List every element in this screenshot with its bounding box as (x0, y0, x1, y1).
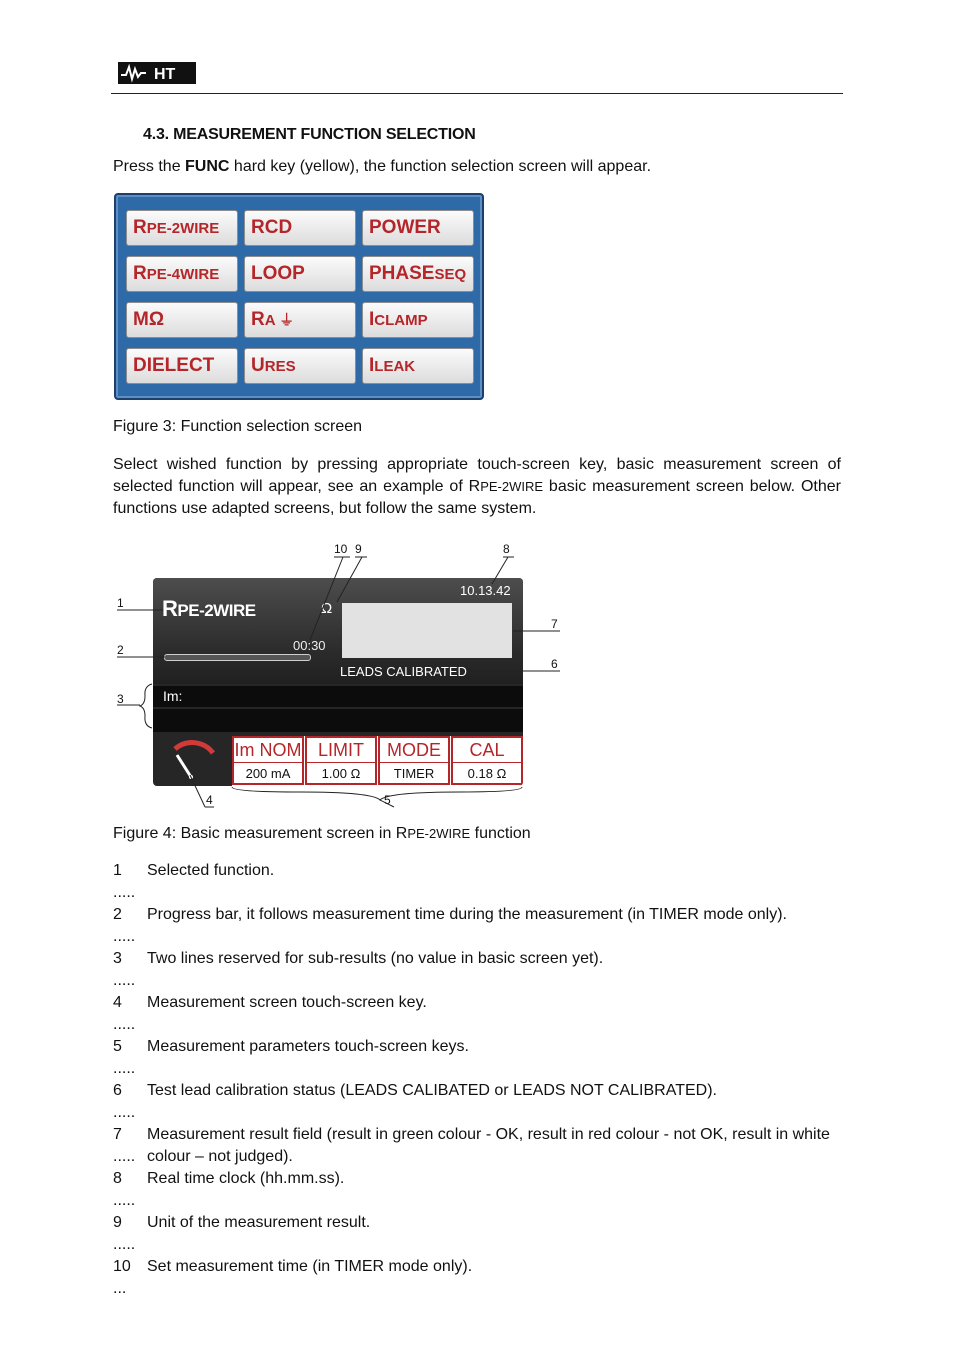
parameter-key[interactable] (305, 736, 377, 785)
legend-list (113, 860, 853, 1300)
legend-item (113, 1036, 853, 1080)
legend-text: Unit of the measurement result. (147, 1214, 371, 1231)
svg-text:HT: HT (154, 66, 176, 83)
figure3-caption: Figure 3: Function selection screen (113, 418, 363, 435)
parameter-key[interactable] (232, 736, 304, 785)
legend-number: 6 ..... (113, 1082, 136, 1121)
header-rule (111, 93, 843, 94)
parameter-value: TIMER (393, 766, 435, 781)
function-key[interactable] (126, 210, 238, 246)
legend-text: Measurement screen touch-screen key. (147, 994, 427, 1011)
body-paragraph (113, 454, 841, 520)
legend-number: 7 ..... (113, 1126, 136, 1165)
paragraph-function-small: PE-2WIRE (480, 479, 544, 494)
sub-result-line-1 (153, 686, 523, 707)
parameter-key[interactable] (378, 736, 450, 785)
function-key-main: I (369, 309, 375, 330)
legend-text: Measurement result field (result in green colour - OK, result in red colour - not OK, result in white colour – not judged). (147, 1126, 830, 1165)
legend-text: Progress bar, it follows measurement time during the measurement (in TIMER mode only). (147, 906, 787, 923)
im-label: Im: (163, 688, 183, 704)
legend-item (113, 860, 853, 904)
legend-item (113, 1212, 853, 1256)
legend-text: Two lines reserved for sub-results (no value in basic screen yet). (147, 950, 604, 967)
function-key[interactable] (126, 256, 238, 292)
legend-text: Selected function. (147, 862, 275, 879)
callout-6: 6 (551, 657, 558, 671)
intro-paragraph (113, 156, 651, 178)
function-key[interactable] (244, 256, 356, 292)
function-key-main: MΩ (133, 309, 165, 330)
function-selection-screen (114, 193, 484, 400)
parameter-title: Im NOM (234, 738, 302, 763)
function-main: R (162, 596, 178, 621)
callout-8: 8 (503, 542, 510, 556)
parameter-value: 0.18 Ω (467, 766, 507, 781)
legend-text: Test lead calibration status (LEADS CALIBATED or LEADS NOT CALIBRATED). (147, 1082, 717, 1099)
function-key[interactable] (362, 302, 474, 338)
paragraph-text-2: basic measurement screen below. Other functions use adapted screens, but follow the same system. (113, 478, 841, 517)
function-key[interactable] (126, 302, 238, 338)
legend-number: 1 ..... (113, 862, 136, 901)
legend-number: 5 ..... (113, 1038, 136, 1077)
function-key[interactable] (126, 348, 238, 384)
function-key-small: SEQ (434, 266, 467, 283)
section-heading: 4.3. MEASUREMENT FUNCTION SELECTION (143, 126, 476, 143)
legend-number: 3 ..... (113, 950, 136, 989)
legend-text: Measurement parameters touch-screen keys. (147, 1038, 469, 1055)
function-key-main: R (133, 217, 147, 238)
function-key[interactable] (244, 302, 356, 338)
result-unit: Ω (321, 600, 333, 617)
parameter-key[interactable] (451, 736, 523, 785)
caption4-text-2: function (470, 825, 531, 842)
measurement-timer: 00:30 (293, 638, 326, 653)
meter-icon (155, 737, 229, 785)
legend-number: 10 ... (113, 1258, 131, 1297)
function-key-main: LOOP (251, 263, 305, 284)
legend-item (113, 948, 853, 992)
function-key-main: R (251, 309, 265, 330)
parameter-value: 1.00 Ω (321, 766, 361, 781)
callout-9: 9 (355, 542, 362, 556)
figure4-caption (113, 825, 531, 843)
function-key-small: PE-2WIRE (146, 220, 220, 237)
measurement-key[interactable] (155, 737, 229, 785)
function-key-main: POWER (369, 217, 441, 238)
parameter-keys (232, 736, 523, 786)
legend-item (113, 992, 853, 1036)
callout-2: 2 (117, 643, 124, 657)
progress-bar (164, 654, 311, 661)
legend-number: 8 ..... (113, 1170, 136, 1209)
function-key-small: A ⏚ (264, 312, 295, 329)
real-time-clock: 10.13.42 (460, 583, 511, 598)
callout-5: 5 (384, 793, 391, 807)
function-key-small: CLAMP (374, 312, 428, 329)
parameter-title: LIMIT (307, 738, 375, 763)
intro-text-2: hard key (yellow), the function selection screen will appear. (229, 158, 652, 175)
legend-number: 9 ..... (113, 1214, 136, 1253)
selected-function (162, 596, 256, 622)
function-small: PE-2WIRE (177, 601, 256, 620)
callout-4: 4 (206, 793, 213, 807)
legend-item (113, 1124, 853, 1168)
callout-10: 10 (334, 542, 348, 556)
parameter-value: 200 mA (245, 766, 291, 781)
legend-text: Set measurement time (in TIMER mode only). (147, 1258, 473, 1275)
function-key[interactable] (244, 348, 356, 384)
func-key-name: FUNC (185, 158, 230, 175)
function-key-small: PE-4WIRE (146, 266, 220, 283)
legend-item (113, 1256, 853, 1300)
intro-text-1: Press the (113, 158, 186, 175)
callout-3: 3 (117, 692, 124, 706)
result-field (342, 603, 512, 658)
legend-number: 2 ..... (113, 906, 136, 945)
function-key-small: LEAK (374, 358, 416, 375)
function-key[interactable] (362, 210, 474, 246)
parameter-title: MODE (380, 738, 448, 763)
caption4-text-1: Figure 4: Basic measurement screen in R (113, 825, 408, 842)
function-key[interactable] (362, 348, 474, 384)
legend-item (113, 1168, 853, 1212)
callout-1: 1 (117, 596, 124, 610)
sub-result-line-2 (153, 709, 523, 732)
paragraph-text-1: Select wished function by pressing appropriate touch-screen key, basic measurement screen of selected function will appear, see an example of R (113, 456, 841, 495)
function-key-main: I (369, 355, 375, 376)
calibration-status: LEADS CALIBRATED (340, 664, 467, 679)
measurement-screen (153, 578, 523, 786)
function-key-main: RCD (251, 217, 293, 238)
caption4-function-small: PE-2WIRE (407, 826, 471, 841)
function-key-small: RES (264, 358, 296, 375)
callout-7: 7 (551, 617, 558, 631)
function-key[interactable] (362, 256, 474, 292)
function-key[interactable] (244, 210, 356, 246)
function-key-main: PHASE (369, 263, 435, 284)
legend-item (113, 904, 853, 948)
parameter-title: CAL (453, 738, 521, 763)
function-key-main: U (251, 355, 265, 376)
legend-number: 4 ..... (113, 994, 136, 1033)
function-key-main: DIELECT (133, 355, 215, 376)
legend-item (113, 1080, 853, 1124)
function-key-main: R (133, 263, 147, 284)
legend-text: Real time clock (hh.mm.ss). (147, 1170, 345, 1187)
ht-logo (118, 62, 196, 84)
